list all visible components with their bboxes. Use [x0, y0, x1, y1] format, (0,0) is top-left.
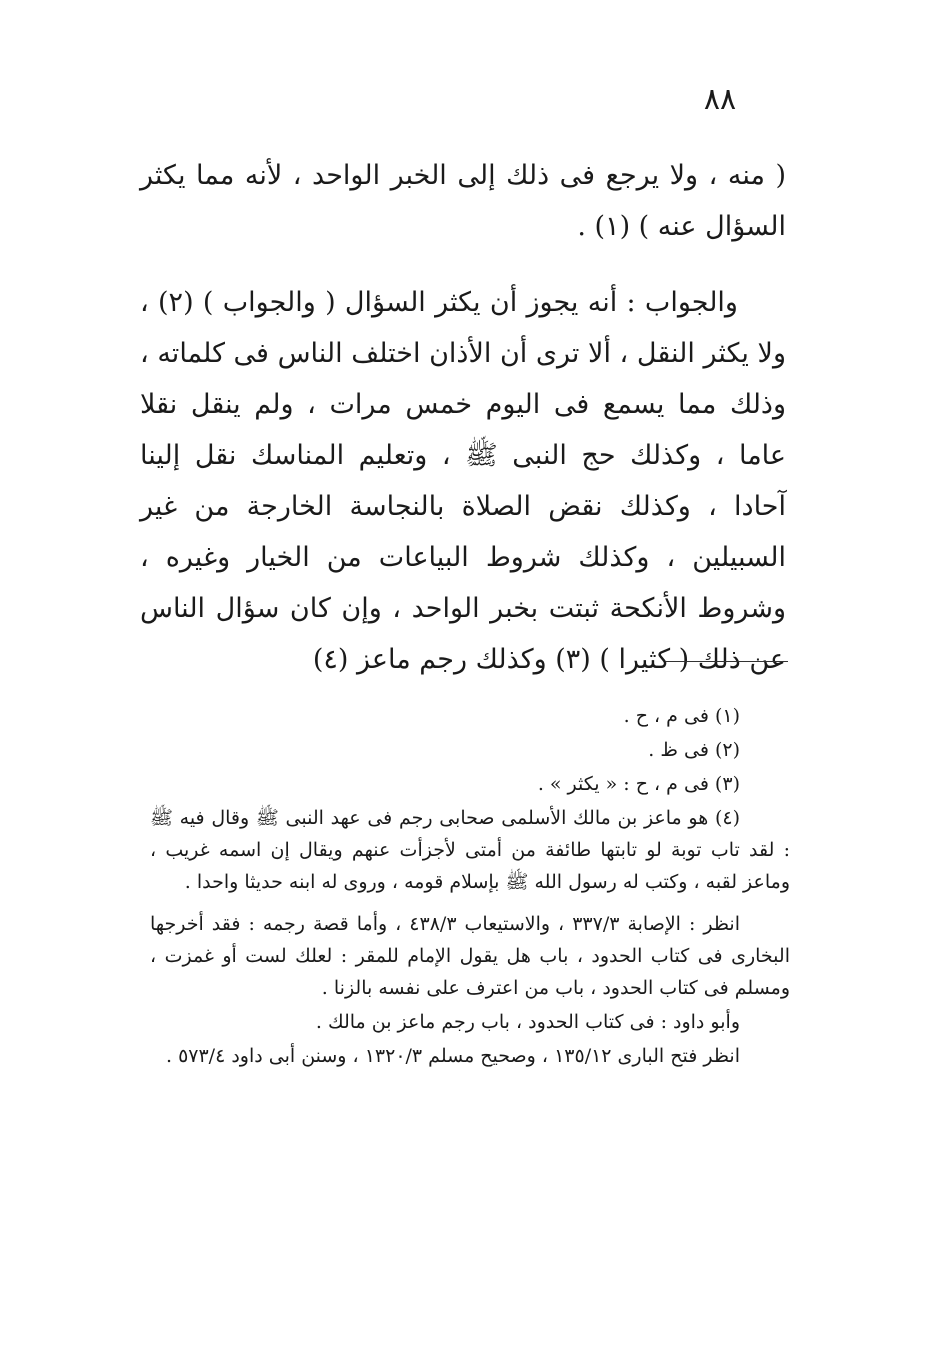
page-number: ٨٨: [703, 82, 737, 117]
footnote-2: (٢) فى ظ .: [648, 739, 740, 761]
footnote-separator: [666, 661, 788, 662]
footnote-4-abu-dawud: وأبو داود : فى كتاب الحدود ، باب رجم ماعز بن مالك .: [315, 1011, 740, 1033]
footnote-4-sources: انظر : الإصابة ٣٣٧/٣ ، والاستيعاب ٤٣٨/٣ ، وأما قصة رجمه : فقد أخرجها البخارى فى كتاب الحدود ، باب هل يقول الإمام للمقر : لعلك لست أو غمزت ، ومسلم فى كتاب الحدود ، باب من اعترف على نفسه بالزنا .: [150, 913, 790, 999]
footnote-1: (١) فى م ، ح .: [623, 705, 740, 727]
main-text: [140, 150, 786, 685]
footnote-4: (٤) هو ماعز بن مالك الأسلمى صحابى رجم فى عهد النبى ﷺ وقال فيه ﷺ : لقد تاب توبة لو تابتها طائفة من أمتى لأجزأت عنهم ويقال إن اسمه غريب ، وماعز لقبه ، وكتب له رسول الله ﷺ بإسلام قومه ، وروى له ابنه حديثا واحدا .: [150, 807, 790, 893]
footnote-4-references: انظر فتح البارى ١٣٥/١٢ ، وصحيح مسلم ١٣٢٠/٣ ، وسنن أبى داود ٥٧٣/٤ .: [165, 1045, 740, 1067]
paragraph-2: والجواب : أنه يجوز أن يكثر السؤال ( والجواب ) (٢) ، ولا يكثر النقل ، ألا ترى أن الأذان اختلف الناس فى كلماته ، وذلك مما يسمع فى اليوم خمس مرات ، ولم ينقل نقلا عاما ، وكذلك حج النبى ﷺ ، وتعليم المناسك نقل إلينا آحادا ، وكذلك نقض الصلاة بالنجاسة الخارجة من غير السبيلين ، وكذلك شروط البياعات من الخيار وغيره ، وشروط الأنكحة ثبتت بخبر الواحد ، وإن كان سؤال الناس عن ذلك ( كثيرا ) (٣) وكذلك رجم ماعز (٤): [140, 287, 786, 675]
footnote-3: (٣) فى م ، ح : « يكثر » .: [537, 773, 740, 795]
paragraph-1: ( منه ، ولا يرجع فى ذلك إلى الخبر الواحد ، لأنه مما يكثر السؤال عنه ) (١) .: [140, 160, 786, 242]
footnotes: [150, 700, 790, 1072]
